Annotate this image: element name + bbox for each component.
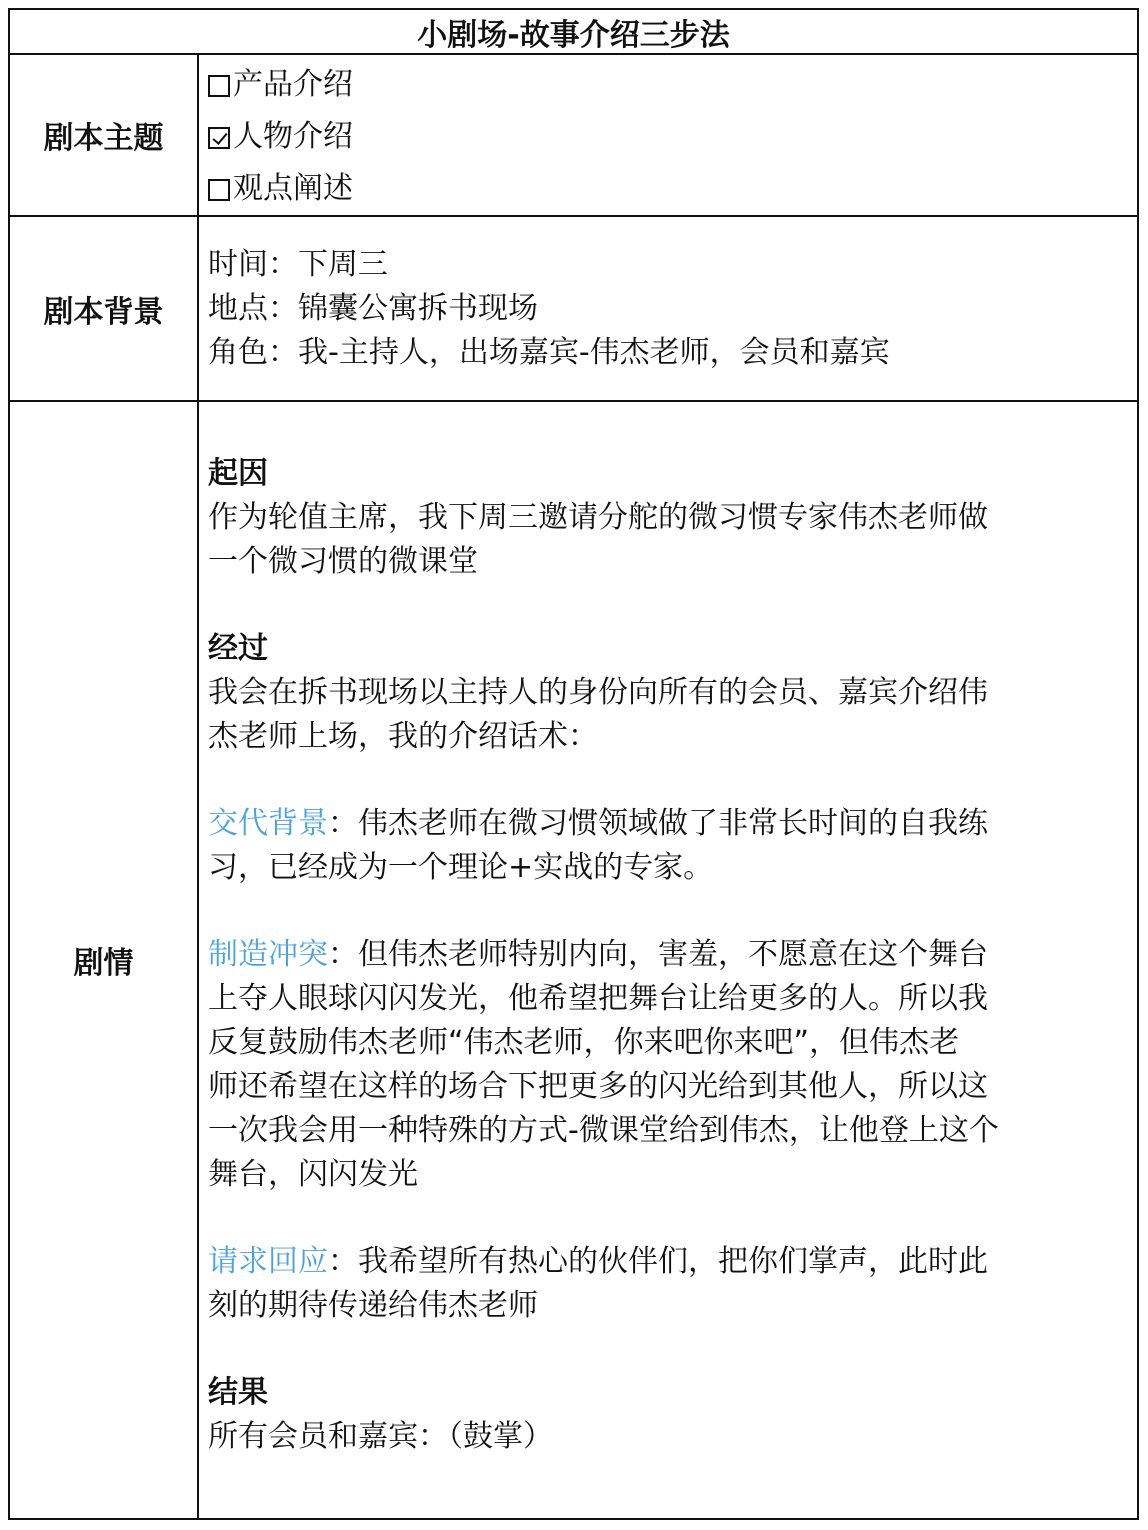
- table-title: 小剧场-故事介绍三步法: [10, 10, 1137, 55]
- step-conflict-line-1: [208, 933, 1137, 977]
- spacer: [208, 584, 1137, 627]
- checkbox-empty-icon[interactable]: [208, 75, 230, 97]
- theme-option-person[interactable]: [208, 115, 1137, 159]
- step-conflict-line-6: 舞台，闪闪发光: [208, 1157, 418, 1192]
- step-request-key: 请求回应: [208, 1244, 328, 1279]
- theme-options: [199, 55, 1137, 215]
- process-line-2: 杰老师上场，我的介绍话术：: [208, 719, 598, 754]
- process-line-1: 我会在拆书现场以主持人的身份向所有的会员、嘉宾介绍伟: [208, 675, 988, 710]
- plot-label: 剧情: [10, 402, 199, 1518]
- step-conflict-line-5: 一次我会用一种特殊的方式-微课堂给到伟杰，让他登上这个: [208, 1113, 999, 1148]
- theme-option-product[interactable]: [208, 63, 1137, 107]
- step-request-text: ：我希望所有热心的伙伴们，把你们掌声，此时此: [328, 1244, 988, 1279]
- process-heading: 经过: [208, 631, 268, 666]
- theme-row: [10, 55, 1137, 217]
- step-request-line-2: 刻的期待传递给伟杰老师: [208, 1288, 538, 1323]
- option-label: 观点阐述: [233, 171, 353, 206]
- step-conflict-text: ：但伟杰老师特别内向，害羞，不愿意在这个舞台: [328, 937, 988, 972]
- step-conflict-line-3: 反复鼓励伟杰老师“伟杰老师，你来吧你来吧”，但伟杰老: [208, 1025, 960, 1060]
- step-background-text: ：伟杰老师在微习惯领域做了非常长时间的自我练: [328, 806, 988, 841]
- theme-option-opinion[interactable]: [208, 167, 1137, 211]
- step-conflict-line-2: 上夺人眼球闪闪发光，他希望把舞台让给更多的人。所以我: [208, 981, 988, 1016]
- background-row: [10, 217, 1137, 402]
- background-roles: 角色：我-主持人，出场嘉宾-伟杰老师，会员和嘉宾: [208, 335, 890, 370]
- spacer: [208, 890, 1137, 933]
- result-line-1: 所有会员和嘉宾：（鼓掌）: [208, 1419, 553, 1454]
- spacer: [208, 1197, 1137, 1240]
- option-label: 人物介绍: [233, 119, 353, 154]
- background-place: 地点：锦囊公寓拆书现场: [208, 291, 538, 326]
- spacer: [208, 1328, 1137, 1371]
- step-background-line-1: [208, 802, 1137, 846]
- cause-line-2: 一个微习惯的微课堂: [208, 544, 478, 579]
- step-request-line-1: [208, 1240, 1137, 1284]
- background-content: [199, 217, 1137, 400]
- result-heading: 结果: [208, 1375, 268, 1410]
- story-table: [8, 8, 1139, 1520]
- option-label: 产品介绍: [233, 67, 353, 102]
- checkbox-empty-icon[interactable]: [208, 179, 230, 201]
- theme-label: 剧本主题: [10, 55, 199, 215]
- spacer: [208, 759, 1137, 802]
- step-conflict-line-4: 师还希望在这样的场合下把更多的闪光给到其他人，所以这: [208, 1069, 988, 1104]
- background-time: 时间：下周三: [208, 247, 388, 282]
- plot-content: [199, 402, 1137, 1518]
- step-conflict-key: 制造冲突: [208, 937, 328, 972]
- cause-heading: 起因: [208, 456, 268, 491]
- plot-row: [10, 402, 1137, 1518]
- cause-line-1: 作为轮值主席，我下周三邀请分舵的微习惯专家伟杰老师做: [208, 500, 988, 535]
- step-background-key: 交代背景: [208, 806, 328, 841]
- checkbox-checked-icon[interactable]: [208, 127, 230, 149]
- background-label: 剧本背景: [10, 217, 199, 400]
- step-background-line-2: 习，已经成为一个理论+实战的专家。: [208, 850, 714, 885]
